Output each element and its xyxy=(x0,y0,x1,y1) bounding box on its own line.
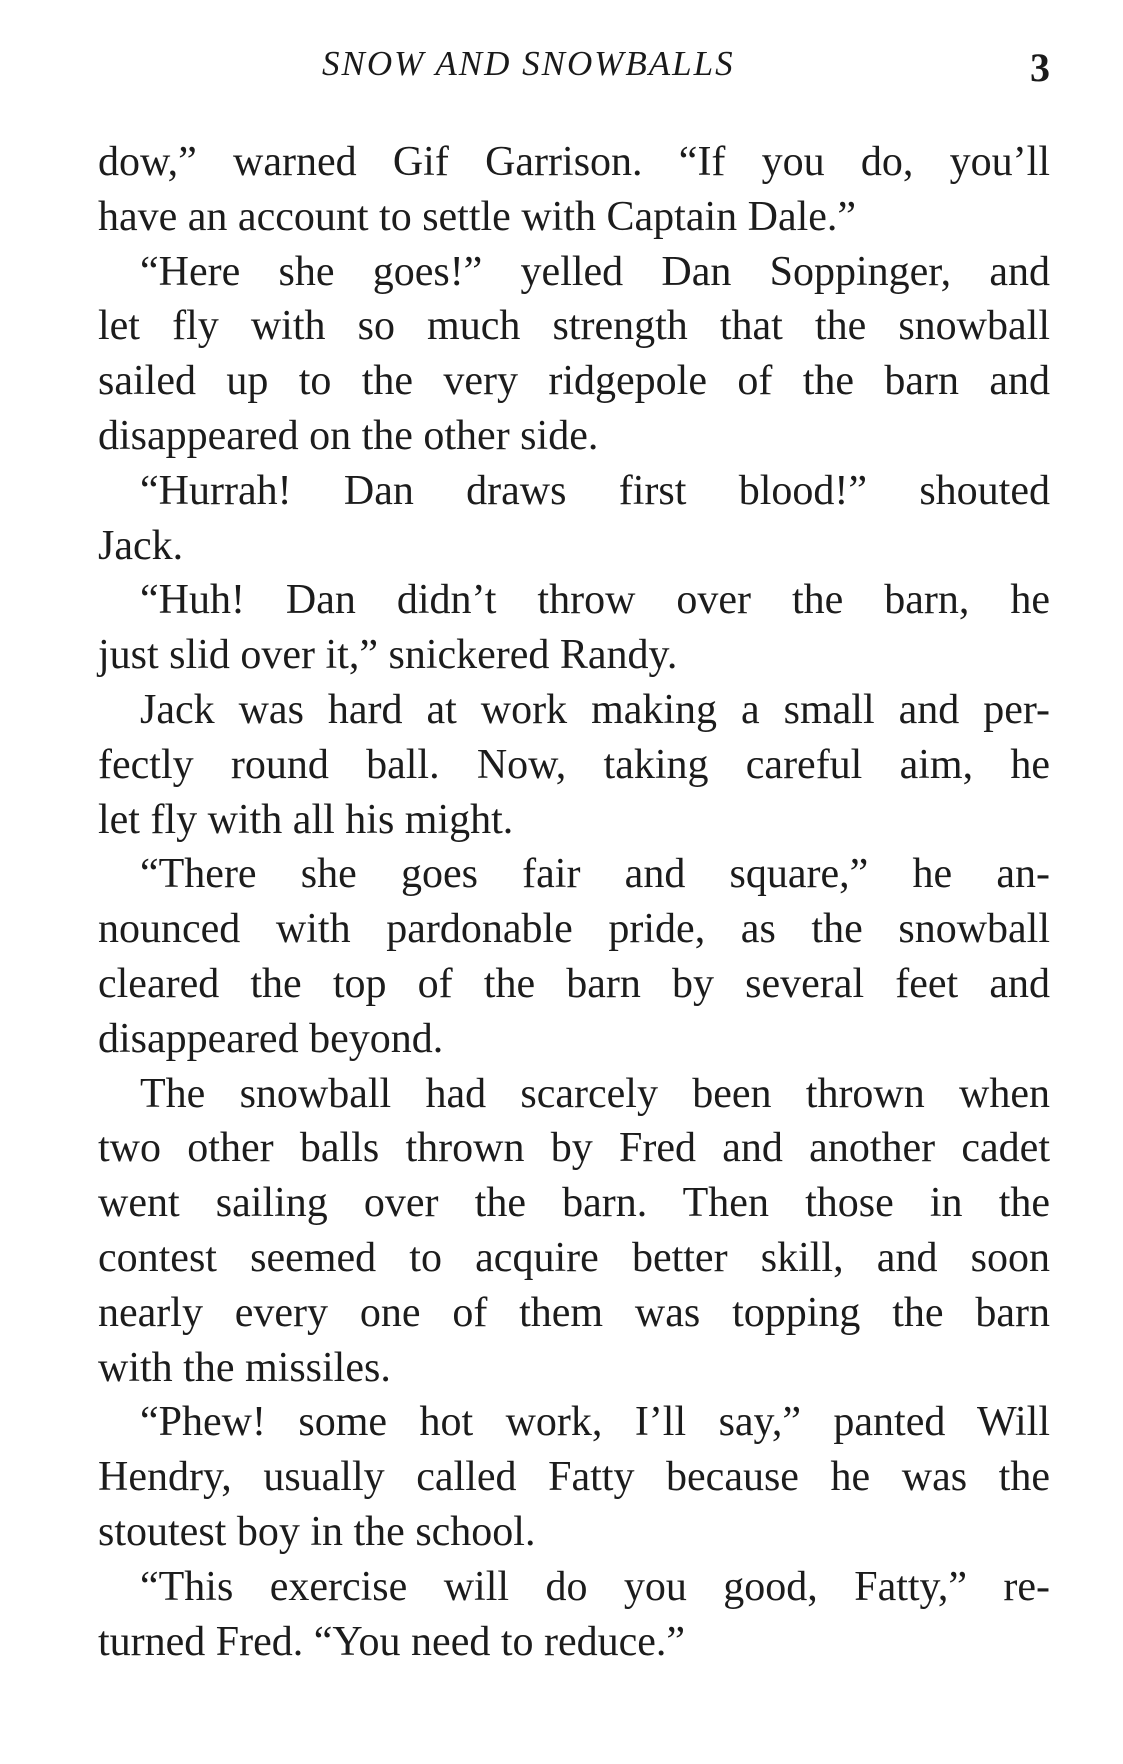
page-number: 3 xyxy=(1030,45,1050,90)
text-line: “Phew! some hot work, I’ll say,” panted Will xyxy=(140,1399,1050,1446)
text-line: stoutest boy in the school. xyxy=(98,1508,536,1555)
text-line: Hendry, usually called Fatty because he was the xyxy=(98,1454,1050,1501)
text-line: just slid over it,” snickered Randy. xyxy=(98,632,678,679)
text-line: with the missiles. xyxy=(98,1344,391,1391)
text-line: “There she goes fair and square,” he an- xyxy=(140,851,1050,898)
text-line: let fly with all his might. xyxy=(98,796,514,843)
text-line: disappeared on the other side. xyxy=(98,412,599,459)
text-line: sailed up to the very ridgepole of the barn and xyxy=(98,358,1050,405)
text-line: “This exercise will do you good, Fatty,” re- xyxy=(140,1563,1050,1610)
text-line: Jack. xyxy=(98,522,184,569)
text-line: Jack was hard at work making a small and per- xyxy=(140,686,1050,733)
text-line: have an account to settle with Captain Dale.” xyxy=(98,193,857,240)
text-line: went sailing over the barn. Then those in the xyxy=(98,1180,1050,1227)
text-line: “Hurrah! Dan draws first blood!” shouted xyxy=(140,467,1050,514)
text-line: disappeared beyond. xyxy=(98,1015,444,1062)
text-line: two other balls thrown by Fred and another cadet xyxy=(98,1125,1050,1172)
text-line: The snowball had scarcely been thrown when xyxy=(140,1070,1050,1117)
text-line: “Here she goes!” yelled Dan Soppinger, and xyxy=(140,248,1050,295)
running-head-title: SNOW AND SNOWBALLS xyxy=(322,44,735,83)
text-line: contest seemed to acquire better skill, and soon xyxy=(98,1234,1050,1281)
text-line: nearly every one of them was topping the barn xyxy=(98,1289,1050,1336)
text-line: cleared the top of the barn by several feet and xyxy=(98,960,1050,1007)
text-line: fectly round ball. Now, taking careful aim, he xyxy=(98,741,1050,788)
text-line: dow,” warned Gif Garrison. “If you do, you’ll xyxy=(98,139,1050,185)
body-text xyxy=(98,135,1050,1669)
text-line: turned Fred. “You need to reduce.” xyxy=(98,1618,686,1665)
text-line: nounced with pardonable pride, as the snowball xyxy=(98,906,1050,953)
text-line: “Huh! Dan didn’t throw over the barn, he xyxy=(140,577,1050,624)
text-line: let fly with so much strength that the snowball xyxy=(98,303,1050,350)
